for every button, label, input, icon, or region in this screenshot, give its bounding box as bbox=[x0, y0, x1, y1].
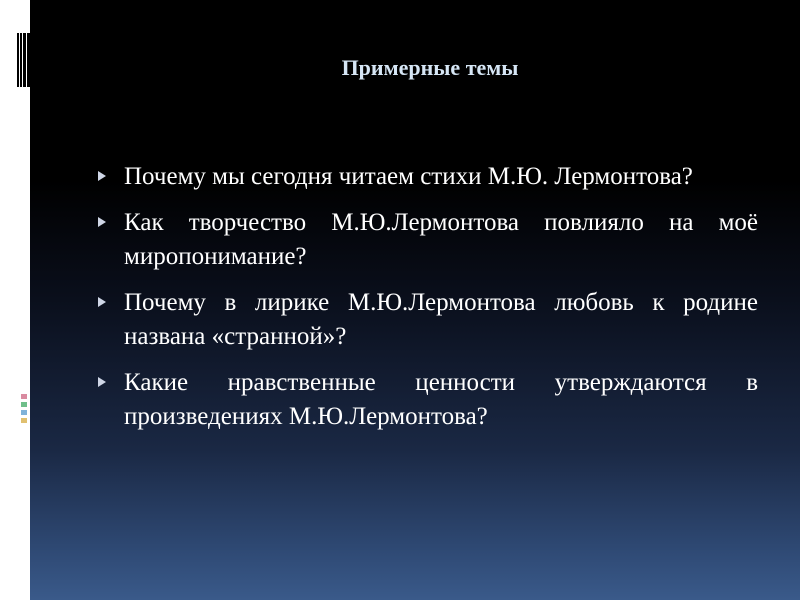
accent-mark bbox=[21, 402, 27, 407]
decorative-bars bbox=[17, 33, 37, 87]
triangle-bullet-icon bbox=[98, 377, 106, 387]
decorative-bar bbox=[20, 33, 22, 87]
list-item-text: Как творчество М.Ю.Лермонтова повлияло на моё миропонимание? bbox=[124, 209, 758, 270]
decorative-bar bbox=[17, 33, 19, 87]
list-item bbox=[98, 206, 758, 274]
accent-color-marks bbox=[21, 394, 27, 430]
triangle-bullet-icon bbox=[98, 171, 106, 181]
list-item bbox=[98, 160, 758, 194]
list-item bbox=[98, 366, 758, 434]
accent-mark bbox=[21, 410, 27, 415]
triangle-bullet-icon bbox=[98, 297, 106, 307]
list-item-text: Почему в лирике М.Ю.Лермонтова любовь к родине названа «странной»? bbox=[124, 289, 758, 350]
accent-mark bbox=[21, 418, 27, 423]
triangle-bullet-icon bbox=[98, 217, 106, 227]
accent-mark bbox=[21, 394, 27, 399]
left-decorative-strip bbox=[0, 0, 30, 600]
decorative-bar bbox=[32, 33, 37, 87]
slide-title: Примерные темы bbox=[341, 55, 519, 80]
list-item bbox=[98, 286, 758, 354]
decorative-bar bbox=[23, 33, 26, 87]
list-item-text: Какие нравственные ценности утверждаются в произведениях М.Ю.Лермонтова? bbox=[124, 369, 758, 430]
bullet-list bbox=[98, 160, 758, 446]
decorative-bar bbox=[27, 33, 31, 87]
list-item-text: Почему мы сегодня читаем стихи М.Ю. Лермонтова? bbox=[124, 163, 693, 190]
